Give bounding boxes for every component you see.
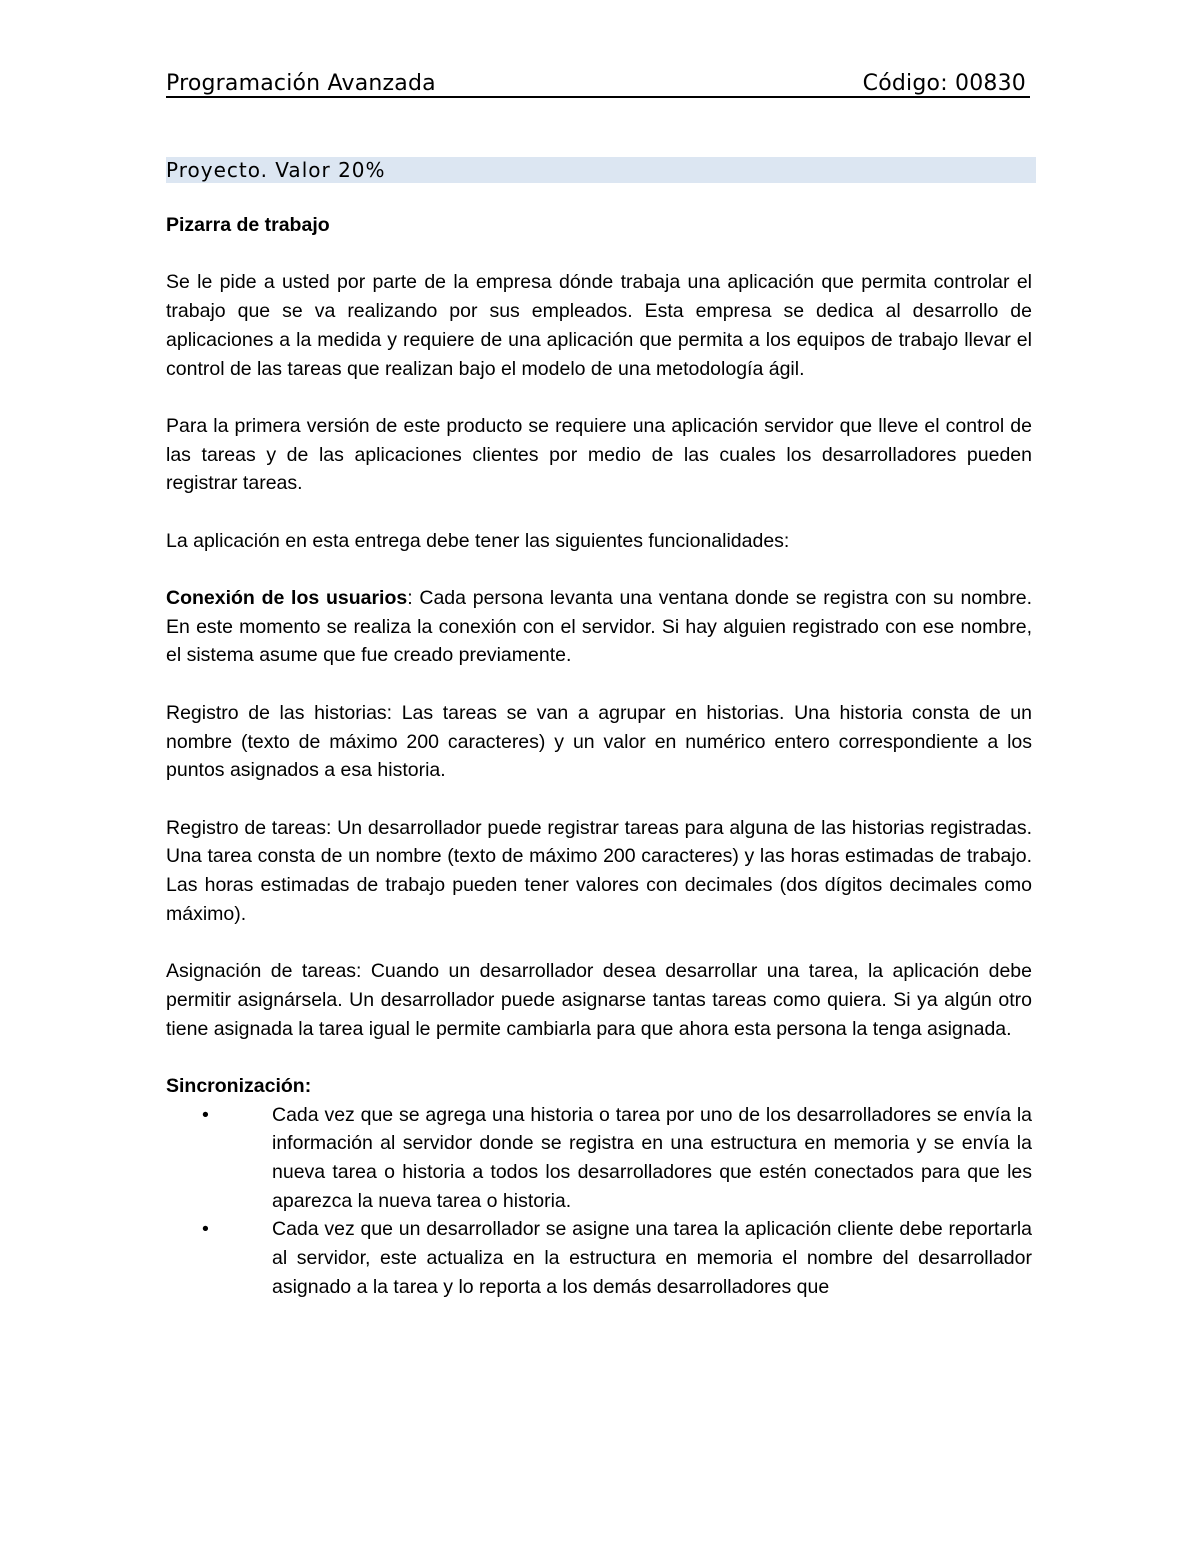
- document-body: [166, 211, 1032, 1302]
- list-item-text: Cada vez que se agrega una historia o tarea por uno de los desarrolladores se envía la información al servidor donde se registra en una estructura en memoria y se envía la nueva tarea o historia a todos los desarrolladores que estén conectados para que les aparezca la nueva tarea o historia.: [272, 1103, 1032, 1212]
- paragraph-connection: [166, 584, 1032, 670]
- paragraph-intro: Se le pide a usted por parte de la empresa dónde trabaja una aplicación que permita controlar el trabajo que se va realizando por sus empleados. Esta empresa se dedica al desarrollo de aplicaciones a la medida y requiere de una aplicación que permita a los equipos de trabajo llevar el control de las tareas que realizan bajo el modelo de una metodología ágil.: [166, 271, 1032, 380]
- list-item: [166, 1215, 1032, 1301]
- connection-lead: Conexión de los usuarios: [166, 587, 408, 610]
- page-header: [166, 72, 1030, 98]
- course-name: Programación Avanzada: [166, 71, 436, 96]
- list-item-text: Cada vez que un desarrollador se asigne una tarea la aplicación cliente debe reportarla al servidor, este actualiza en la estructura en memoria el nombre del desarrollador asignado a la tarea y lo reporta a los demás desarrolladores que: [272, 1218, 1032, 1298]
- connection-text: : Cada persona levanta una ventana donde se registra con su nombre. En este momento se realiza la conexión con el servidor. Si hay alguien registrado con ese nombre, el sistema asume que fue creado previamente.: [166, 587, 1032, 667]
- list-item: [166, 1101, 1032, 1216]
- paragraph-assignment: Asignación de tareas: Cuando un desarrollador desea desarrollar una tarea, la aplicación debe permitir asignársela. Un desarrollador puede asignarse tantas tareas como quiera. Si ya algún otro tiene asignada la tarea igual le permite cambiarla para que ahora esta persona la tenga asignada.: [166, 960, 1032, 1040]
- paragraph-stories: Registro de las historias: Las tareas se van a agrupar en historias. Una historia consta de un nombre (texto de máximo 200 caracteres) y un valor en numérico entero correspondiente a los puntos asignados a esa historia.: [166, 701, 1032, 782]
- sync-list: [166, 1101, 1032, 1302]
- course-code: Código: 00830: [862, 71, 1026, 96]
- bullet-icon: •: [202, 1103, 209, 1126]
- document-subtitle: Pizarra de trabajo: [166, 214, 330, 236]
- section-title: Proyecto. Valor 20%: [166, 157, 1036, 183]
- paragraph-first-version: Para la primera versión de este producto se requiere una aplicación servidor que lleve el control de las tareas y de las aplicaciones clientes por medio de las cuales los desarrolladores pueden registrar tareas.: [166, 414, 1032, 495]
- paragraph-tasks: Registro de tareas: Un desarrollador puede registrar tareas para alguna de las historias registradas. Una tarea consta de un nombre (texto de máximo 200 caracteres) y las horas estimadas de trabajo. Las horas estimadas de trabajo pueden tener valores con decimales (dos dígitos decimales como máximo).: [166, 816, 1032, 925]
- paragraph-features-intro: La aplicación en esta entrega debe tener las siguientes funcionalidades:: [166, 529, 790, 552]
- bullet-icon: •: [202, 1218, 209, 1241]
- sync-heading: Sincronización:: [166, 1074, 312, 1097]
